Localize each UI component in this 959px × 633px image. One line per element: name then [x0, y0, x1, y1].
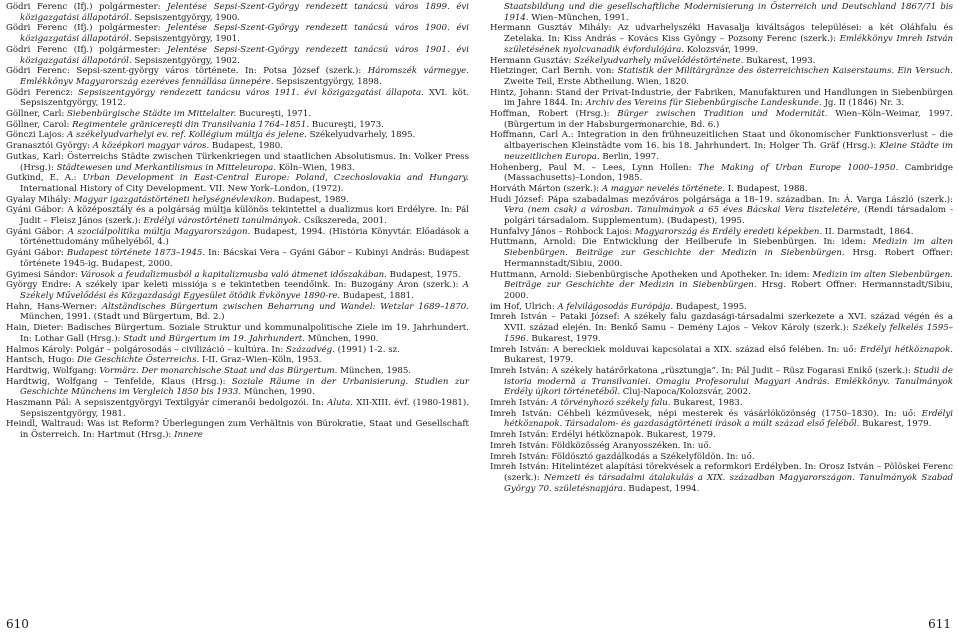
entry-author-text: Gyáni Gábor: [6, 248, 67, 259]
entry-publication-text: Budapest, 1980. [209, 141, 283, 152]
entry-publication-text: Sepsiszentgyörgy, 1898. [273, 76, 382, 87]
entry-publication-text: München, 1990. [241, 387, 315, 398]
entry-publication-text: I-II. Graz–Wien–Köln, 1953. [199, 355, 322, 366]
entry-publication-text: International History of City Development. VII. New York–London, (1972). [20, 183, 344, 194]
entry-publication-text: Sepsiszentgyörgy, 1900. [131, 12, 240, 23]
entry-publication-text: (1991) 1-2. sz. [334, 344, 400, 355]
entry-publication-text: XII-XIII. évf. (1980-1981). Sepsiszentgyörgy, 1981. [20, 398, 469, 419]
entry-publication-text: Zweite Teil, Erste Abtheilung. Wien, 1820. [504, 76, 690, 87]
entry-author-text: Gödri Ferenc (Ifj.) polgármester: [6, 2, 168, 12]
entry-publication-text: Sepsiszentgyörgy, 1902. [131, 55, 240, 66]
bibliography-entry [6, 227, 469, 248]
entry-publication-text: Bucureşti, 1971. [236, 109, 312, 120]
entry-publication-text: München, 1985. [337, 365, 412, 376]
bibliography-entry [490, 66, 953, 87]
entry-title-text: A magyar nevelés története. [601, 183, 726, 194]
entry-author-text: Imreh István: A székely határőrkatona „rüsztungja”. In: Pál Judit – Rüsz Fogarasi Enikő (szerk.): [490, 365, 914, 376]
bibliography-entry [490, 270, 953, 302]
bibliography-entry [6, 280, 469, 301]
entry-author-text: im Hof, Ulrich: [490, 301, 558, 312]
entry-title-text: Székelyudvarhely művelődéstörténete. [574, 55, 744, 66]
entry-author-text: Gödri Ferenc (Ifj.) polgármester: [6, 23, 168, 34]
entry-author-text: Haszmann Pál: A sepsiszentgyörgyi Textilgyár címeranői bedolgozói. In: [6, 398, 328, 409]
entry-author-text: Hudi József: Pápa szabadalmas mezőváros polgársága a 18–19. században. In: Á. Varga László (szerk.): [490, 194, 953, 205]
bibliography-entry [6, 205, 469, 226]
bibliography-entry [6, 302, 469, 323]
bibliography-entry [6, 377, 469, 398]
entry-author-text: Gyimesi Sándor: [6, 269, 81, 280]
entry-author-text: Halmos Károly: Polgár – polgárosodás – civilizáció – kultúra. In: [6, 344, 286, 355]
entry-author-text: Hardtwig, Wolfgang: [6, 365, 100, 376]
entry-title-text: Städtewesen und Merkantilismus in Mitteleuropa. [56, 162, 276, 173]
bibliography-entry [490, 452, 953, 463]
entry-publication-text: II. Darmstadt, 1864. [822, 226, 914, 237]
bibliography-entry [490, 109, 953, 130]
entry-title-text: Staatsbildung und die gesellschaftliche Modernisierung in Österreich und Deutschland 1867/71 bis 1914. [504, 2, 953, 23]
entry-publication-text: Bukarest, 1979. [504, 355, 574, 366]
entry-title-text: A Székely Művelődési és Közgazdasági Egyesület ötödik Évkönyve 1890-re. [20, 280, 469, 301]
entry-title-text: Budapest története 1873–1945. [66, 248, 206, 259]
entry-publication-text: Bukarest, 1983. [670, 398, 743, 409]
entry-title-text: Magyar igazgatástörténeti helységnévlexikon. [73, 194, 276, 205]
entry-title-text: Bürger zwischen Tradition und Modernität. [617, 109, 828, 120]
entry-author-text: Heindl, Waltraud: Was ist Reform? Überlegungen zum Verhältnis von Bürokratie, Staat und Gesellschaft in Österreich. In: Hartmut (Hrsg.): [6, 419, 469, 441]
bibliography-entry [6, 173, 469, 194]
bibliography-entry [6, 366, 469, 377]
entry-author-text: Gönczi Lajos: [6, 130, 68, 141]
entry-title-text: Die Geschichte Österreichs. [77, 355, 200, 366]
entry-title-text: Soziale Räume in der Urbanisierung. Studien zur Geschichte Münchens im Vergleich 1850 bis 1933. [20, 376, 469, 398]
entry-publication-text: Cluj-Napoca/Kolozsvár, 2002. [620, 387, 751, 398]
entry-author-text: Hermann Gusztáv: [490, 55, 575, 66]
bibliography-entry [6, 152, 469, 173]
entry-author-text: Hietzinger, Carl Bernh. von: [490, 66, 618, 77]
bibliography-entry [490, 312, 953, 344]
bibliography-entry [490, 163, 953, 184]
entry-title-text: The Making of Urban Europe 1000–1950. [698, 162, 899, 173]
entry-title-text: A törvényhozó székely falu. [551, 398, 671, 409]
entry-publication-text: Budapest, 1975. [386, 269, 461, 280]
entry-author-text: Imreh István: Földösztó gazdálkodás a Székelyföldön. In: uő. [490, 451, 755, 462]
entry-publication-text: München, 1991. (Stadt und Bürgertum, Bd. 2.) [20, 312, 225, 323]
bibliography-entry [6, 109, 469, 120]
entry-publication-text: Köln–Wien, 1983. [275, 162, 355, 173]
entry-title-text: A székelyudvarhelyi ev. ref. Kollégium múltja és jelene. [67, 130, 307, 141]
entry-author-text: Hohenberg, Paul M. – Lees, Lynn Hollen: [490, 162, 699, 173]
bibliography-entry [6, 270, 469, 281]
entry-title-text: Erdélyi hétköznapok. Társadalom- és gazdaságtörténeti írások a múlt század első feléből. [504, 408, 953, 430]
bibliography-entry [490, 441, 953, 452]
entry-title-text: Archiv des Vereins für Siebenbürgische Landeskunde. [585, 98, 822, 109]
entry-publication-text: Wien–München, 1991. [528, 12, 629, 23]
entry-author-text: György Endre: A székely ipar keleti missiója s e tekintetben teendőink. In: Buzogány Áron (szerk.): [6, 280, 463, 291]
entry-title-text: Medizin im alten Siebenbürgen. Beiträge zur Geschichte der Medizin in Siebenbürgen. [504, 269, 953, 291]
entry-title-text: Urban Development in East-Central Europe: Poland, Czechoslovakia and Hungary. [82, 173, 469, 184]
entry-title-text: Századvég. [286, 344, 335, 355]
bibliography-entry [490, 366, 953, 398]
entry-title-text: Vera (nem csak) a városban. Tanulmányok a 65 éves Bácskai Vera tiszteletére, [504, 205, 861, 216]
bibliography-entry [490, 462, 953, 494]
bibliography-entry [490, 88, 953, 109]
entry-title-text: Jelentése Sepsi-Szent-György rendezett tanácsú város 1901. évi közigazgatási állapotáról. [20, 44, 470, 66]
bibliography-entry [6, 323, 469, 344]
entry-author-text: Gyáni Gábor: A középosztály és a polgárság múltja különös tekintettel a dualizmus kori Erdélyre. In: Pál Judit – Fleisz János (szerk.): [6, 205, 469, 227]
entry-publication-text: Wien–Köln–Weimar, 1997. (Bürgertum in der Habsburgermonarchie, Bd. 6.) [504, 109, 953, 130]
entry-title-text: Stadt und Bürgertum im 19. Jahrhundert. [123, 333, 305, 344]
entry-author-text: Hoffmann, Carl A.: Integration in den frühneuzeitlichen Staat und ökonomischer Funktionsverlust – die altbayerischen Kleinstädte vom 16. bis 18. Jahrhundert. In: Holger Th. Gräf (Hrsg.): [490, 130, 953, 152]
bibliography-entry [6, 141, 469, 152]
bibliography-entry [490, 23, 953, 55]
entry-publication-text: Budapest, 1989. [275, 194, 349, 205]
entry-title-text: A középkori magyar város. [92, 141, 210, 152]
right-column [490, 2, 953, 494]
entry-author-text: Horváth Márton (szerk.): [490, 183, 602, 194]
entry-publication-text: Budapest, 1994. (História Könyvtár. Előadások a történettudomány műhelyéből, 4.) [20, 226, 470, 248]
entry-publication-text: (Rendi társadalom - polgári társadalom. Supplementum). (Budapest), 1995. [504, 205, 953, 227]
entry-author-text: Gödri Ferenc: Sepsi-szent-györgy város története. In: Potsa József (szerk.): [6, 66, 368, 77]
entry-title-text: Magyarország és Erdély eredeti képekben. [634, 226, 823, 237]
entry-publication-text: Hrsg. Robert Offner: Hermannstadt/Sibiu, 2000. [504, 248, 953, 269]
entry-publication-text: Sepsiszentgyörgy, 1901. [131, 34, 240, 45]
entry-author-text: Gyáni Gábor: [6, 226, 68, 237]
entry-title-text: Erdélyi várostörténeti tanulmányok. [143, 216, 302, 227]
entry-title-text: Erdélyi hétköznapok. [859, 344, 954, 355]
bibliography-entry [490, 184, 953, 195]
entry-publication-text: Hrsg. Robert Offner: Hermannstadt/Sibiu, 2000. [504, 280, 953, 301]
bibliography-entry [490, 2, 953, 23]
entry-author-text: Hain, Dieter: Badisches Bürgertum. Soziale Struktur und kommunalpolitische Ziele im 19. Jahrhundert. In: Lothar Gall (Hrsg.): [6, 323, 469, 344]
entry-title-text: Statistik der Militärgränze des österreichischen Kaiserstaums. Ein Versuch. [617, 66, 954, 77]
entry-title-text: Emlékkönyv Imreh István születésének nyolcvanadik évfordulójára. [504, 34, 953, 55]
left-column [6, 2, 469, 441]
entry-publication-text: In: Bácskai Vera – Gyáni Gábor – Kubinyi András: Budapest története 1945-ig. Budapest, 2000. [20, 248, 470, 269]
entry-author-text: Imreh István: Földközösség Aranyosszéken. In: uő. [490, 440, 712, 451]
entry-author-text: Imreh István: Céhbeli kézművesek, népi mesterek és vásárlóközönség (1750–1830). In: uő: [490, 408, 922, 419]
entry-publication-text: Cambridge (Massachusetts)–London, 1985. [504, 162, 954, 184]
entry-title-text: Vormärz. Der monarchische Staat und das Bürgertum. [99, 365, 338, 376]
bibliography-entry [6, 419, 469, 440]
entry-title-text: Jelentése Sepsi-Szent-György rendezett tanácsú város 1899. évi közigazgatási állapotáról. [20, 2, 470, 23]
entry-author-text: Gutkas, Karl: Österreichs Städte zwischen Türkenkriegen und staatlichen Absolutismus. In: Volker Press (Hrsg.): [6, 151, 469, 173]
entry-title-text: Regimentele grănicereşti din Transilvania 1764–1851. [72, 119, 310, 130]
entry-publication-text: Csíkszereda, 2001. [301, 216, 387, 227]
entry-publication-text: Bukarest, 1993. [743, 55, 816, 66]
entry-publication-text: Székelyudvarhely, 1895. [306, 130, 416, 141]
page-number-right: 611 [928, 617, 951, 631]
bibliography-entry [6, 66, 469, 87]
entry-author-text: Göllner, Carol: [6, 119, 73, 130]
entry-author-text: Gödri Ferencz: [6, 87, 79, 98]
entry-title-text: Kleine Städte im neuzeitlichen Europa. [504, 141, 953, 162]
page-number-left: 610 [6, 617, 29, 631]
entry-title-text: Altständisches Bürgertum zwischen Beharrung und Wandel: Wetzlar 1689–1870. [101, 301, 469, 312]
entry-title-text: Háromszék vármegye. Emlékkönyv Magyarország ezeréves fennállása ünnepére. [20, 66, 469, 87]
entry-title-text: A szociálpolitika múltja Magyarországon. [67, 226, 251, 237]
entry-author-text: Imreh István: Hitelintézet alapítási törekvések a reformkori Erdélyben. In: Orosz István – Pölöskei Ferenc (szerk.): [490, 462, 953, 483]
entry-author-text: Gyalay Mihály: [6, 194, 74, 205]
entry-title-text: Innere [174, 430, 203, 441]
bibliography-entry [6, 195, 469, 206]
entry-publication-text: Bukarest, 1979. [859, 419, 932, 430]
bibliography-entry [490, 130, 953, 162]
entry-publication-text: XVI. köt. Sepsiszentgyörgy, 1912. [20, 87, 470, 109]
entry-title-text: Nemzeti és társadalmi átalakulás a XIX. században Magyarországon. Tanulmányok Szabad György 70. születésnapjára. [504, 472, 954, 494]
entry-author-text: Imreh István – Pataki József: A székely falu gazdasági-társadalmi szerkezete a XVI. század végén és a XVII. század elején. In: Benkő Samu – Demény Lajos – Vekov Károly (szerk.): [490, 312, 953, 334]
entry-publication-text: Jg. II (1846) Nr. 3. [821, 98, 905, 109]
bibliography-entry [490, 409, 953, 430]
entry-publication-text: Budapest, 1881. [340, 290, 414, 301]
entry-title-text: Székely felkelés 1595–1596. [504, 323, 953, 344]
entry-publication-text: I. Budapest, 1988. [725, 183, 808, 194]
bibliography-entry [490, 227, 953, 238]
entry-publication-text: Kolozsvár, 1999. [683, 44, 759, 55]
entry-publication-text: Bukarest, 1979. [528, 333, 601, 344]
entry-title-text: Studii de istoria modernă a Transilvaniei. Omagiu Profesorului Magyari András. Emlékkönyv. Tanulmányok Erdély újkori történetéből. [504, 365, 953, 398]
bibliography-entry [490, 195, 953, 227]
entry-author-text: Hoffman, Robert (Hrsg.): [490, 109, 618, 120]
entry-title-text: Jelentése Sepsi-Szent-György rendezett tanácsú város 1900. évi közigazgatási állapotáról. [20, 23, 470, 45]
entry-author-text: Imreh István: Erdélyi hétköznapok. Bukarest, 1979. [490, 430, 716, 441]
bibliography-entry [6, 45, 469, 66]
entry-title-text: Medizin im alten Siebenbürgen. Beiträge zur Geschichte der Medizin in Siebenbürgen. [504, 237, 953, 259]
entry-author-text: Huttmann, Arnold: Die Entwicklung der Heilberufe in Siebenbürgen. In: idem: [490, 237, 873, 248]
entry-publication-text: Budapest, 1995. [673, 301, 747, 312]
entry-author-text: Granasztói György: [6, 141, 93, 152]
bibliography-entry [490, 430, 953, 441]
bibliography-entry [6, 398, 469, 419]
entry-author-text: Hunfalvy János – Rohbock Lajos: [490, 226, 635, 237]
bibliography-entry [490, 302, 953, 313]
bibliography-entry [6, 2, 469, 23]
bibliography-entry [6, 88, 469, 109]
entry-author-text: Hahn, Hans-Werner: [6, 301, 102, 312]
bibliography-entry [6, 130, 469, 141]
bibliography-entry [6, 120, 469, 131]
entry-author-text: Hermann Gusztáv Mihály: Az udvarhelyszéki Havasalja kiváltságos települései: a két Oláhfalu és Zetelaka. In: Kiss András – Kovács Kiss Gyöngy – Pozsony Ferenc (szerk.): [490, 23, 953, 45]
entry-author-text: Hardtwig, Wolfgang – Tenfelde, Klaus (Hrsg.): [6, 376, 232, 387]
entry-title-text: Városok a feudalizmusból a kapitalizmusba való átmenet időszakában. [80, 269, 387, 280]
entry-author-text: Huttmann, Arnold: Siebenbürgische Apotheken und Apotheker. In: idem: [490, 269, 813, 280]
entry-title-text: A felvilágosodás Európája. [557, 301, 674, 312]
entry-author-text: Hantsch, Hugo: [6, 355, 78, 366]
bibliography-entry [6, 248, 469, 269]
entry-author-text: Gödri Ferenc (Ifj.) polgármester: [6, 44, 168, 55]
entry-author-text: Imreh István: A bereckiek molduvai kapcsolatai a XIX. század első felében. In: uő: [490, 344, 860, 355]
entry-author-text: Göllner, Carl: [6, 109, 67, 120]
bibliography-entry [6, 345, 469, 356]
entry-title-text: Aluta. [327, 398, 353, 409]
entry-author-text: Imreh István: [490, 398, 552, 409]
entry-author-text: Hintz, Johann: Stand der Privat-Industrie, der Fabriken, Manufakturen und Handlungen in Siebenbürgen im Jahre 1844. In: [490, 87, 953, 109]
entry-publication-text: Berlin, 1997. [599, 151, 659, 162]
entry-publication-text: Budapest, 1994. [625, 483, 700, 494]
bibliography-entry [6, 23, 469, 44]
entry-title-text: Sepsiszentgyörgy rendezett tanácsu város 1911. évi közigazgatási állapota. [78, 87, 424, 98]
entry-title-text: Siebenbürgische Städte im Mittelalter. [66, 109, 237, 120]
bibliography-entry [6, 355, 469, 366]
bibliography-entry [490, 56, 953, 67]
entry-author-text: Gutkind, E. A.: [6, 173, 83, 184]
entry-publication-text: Bucureşti, 1973. [309, 119, 384, 130]
entry-publication-text: München, 1990. [304, 333, 379, 344]
bibliography-entry [490, 237, 953, 269]
bibliography-entry [490, 345, 953, 366]
bibliography-entry [490, 398, 953, 409]
